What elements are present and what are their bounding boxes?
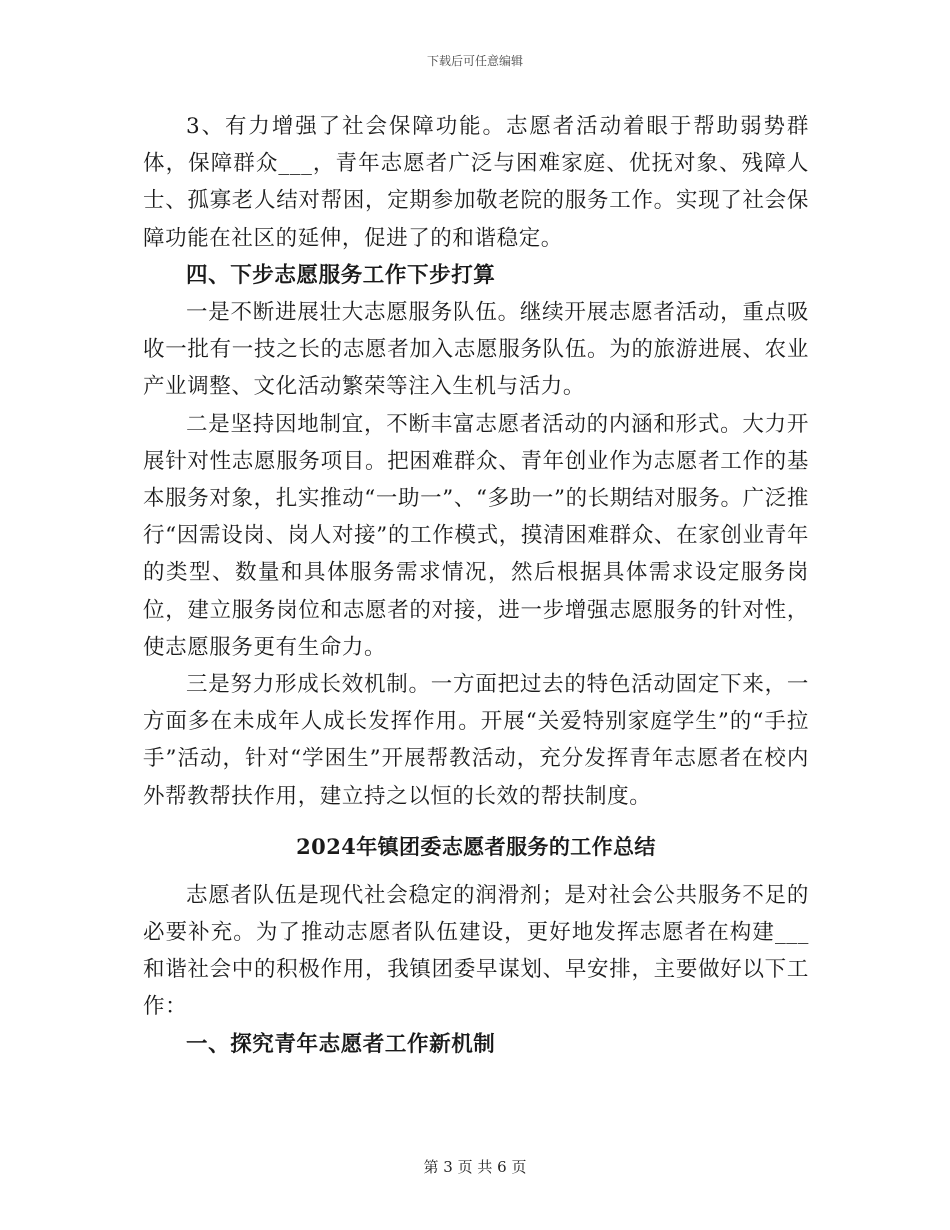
document-body bbox=[143, 108, 809, 1063]
page-header: 下载后可任意编辑 bbox=[426, 54, 523, 68]
page-number: 第 3 页 共 6 页 bbox=[423, 1158, 527, 1176]
paragraph-plan-two: 二是坚持因地制宜，不断丰富志愿者活动的内涵和形式。大力开展针对性志愿服务项目。把困难群众、青年创业作为志愿者工作的基本服务对象，扎实推动“一助一”、“多助一”的长期结对服务。广泛推行“因需设岗、岗人对接”的工作模式，摸清困难群众、在家创业青年的类型、数量和具体服务需求情况，然后根据具体需求设定服务岗位，建立服务岗位和志愿者的对接，进一步增强志愿服务的针对性，使志愿服务更有生命力。 bbox=[143, 411, 809, 660]
paragraph-intro: 志愿者队伍是现代社会稳定的润滑剂；是对社会公共服务不足的必要补充。为了推动志愿者队伍建设，更好地发挥志愿者在构建___和谐社会中的积极作用，我镇团委早谋划、早安排，主要做好以下工作： bbox=[143, 882, 809, 1020]
paragraph-plan-one: 一是不断进展壮大志愿服务队伍。继续开展志愿者活动，重点吸收一批有一技之长的志愿者加入志愿服务队伍。为的旅游进展、农业产业调整、文化活动繁荣等注入生机与活力。 bbox=[143, 300, 809, 400]
document-title: 2024年镇团委志愿者服务的工作总结 bbox=[296, 833, 656, 859]
paragraph-social-security: 3、有力增强了社会保障功能。志愿者活动着眼于帮助弱势群体，保障群众___，青年志愿者广泛与困难家庭、优抚对象、残障人士、孤寡老人结对帮困，定期参加敬老院的服务工作。实现了社会保障功能在社区的延伸，促进了的和谐稳定。 bbox=[143, 114, 809, 251]
paragraph-plan-three: 三是努力形成长效机制。一方面把过去的特色活动固定下来，一方面多在未成年人成长发挥作用。开展“关爱特别家庭学生”的“手拉手”活动，针对“学困生”开展帮教活动，充分发挥青年志愿者在校内外帮教帮扶作用，建立持之以恒的长效的帮扶制度。 bbox=[143, 672, 809, 809]
section-heading-next-plans: 四、下步志愿服务工作下步打算 bbox=[186, 262, 496, 288]
section-heading-new-mechanism: 一、探究青年志愿者工作新机制 bbox=[186, 1031, 496, 1057]
